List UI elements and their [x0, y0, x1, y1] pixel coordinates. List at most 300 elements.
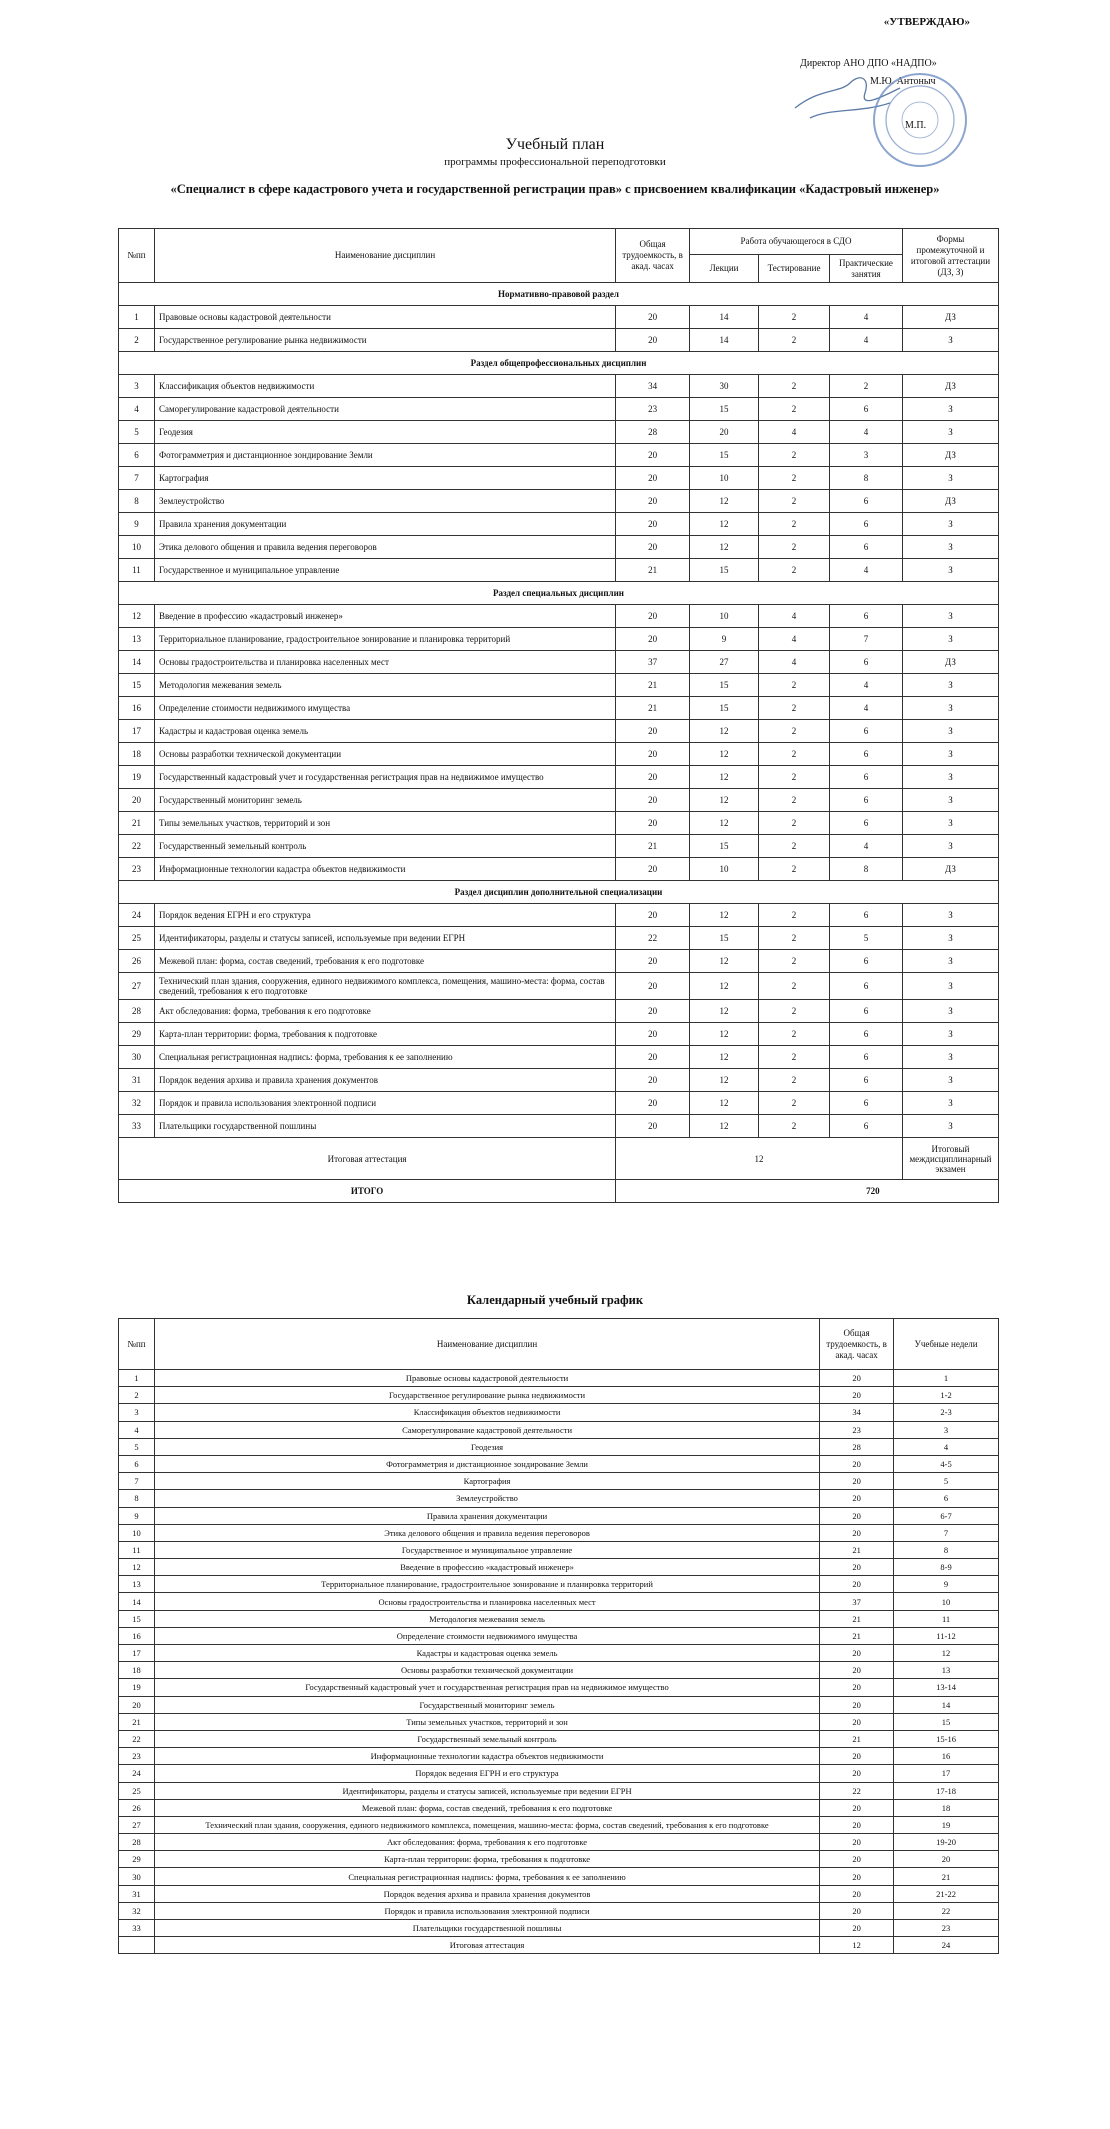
cell-total: 20 — [820, 1559, 894, 1576]
cell-lectures: 12 — [690, 812, 759, 835]
cell-discipline: Определение стоимости недвижимого имущества — [154, 697, 615, 720]
cell-num — [119, 1937, 155, 1954]
cell-lectures: 15 — [690, 559, 759, 582]
cell-total: 20 — [616, 1046, 690, 1069]
cell-practice: 6 — [829, 1046, 902, 1069]
cell-total: 20 — [820, 1679, 894, 1696]
cell-lectures: 15 — [690, 697, 759, 720]
cell-discipline: Карта-план территории: форма, требования к подготовке — [154, 1023, 615, 1046]
cell-discipline: Государственное и муниципальное управление — [154, 1541, 819, 1558]
cell-testing: 2 — [759, 1069, 830, 1092]
cell-form: З — [902, 927, 998, 950]
cell-practice: 6 — [829, 398, 902, 421]
table-row — [119, 950, 999, 973]
cell-num: 30 — [119, 1868, 155, 1885]
cell-weeks: 14 — [894, 1696, 999, 1713]
cal-col-num: №пп — [119, 1319, 155, 1370]
cell-form: З — [902, 1000, 998, 1023]
cell-form: З — [902, 904, 998, 927]
cell-discipline: Государственный мониторинг земель — [154, 789, 615, 812]
cell-total: 37 — [616, 651, 690, 674]
cell-testing: 2 — [759, 1092, 830, 1115]
mp-label: М.П. — [905, 120, 927, 131]
cal-col-name: Наименование дисциплин — [154, 1319, 819, 1370]
cell-discipline: Порядок и правила использования электронной подписи — [154, 1092, 615, 1115]
cell-total: 20 — [616, 720, 690, 743]
cell-discipline: Плательщики государственной пошлины — [154, 1920, 819, 1937]
cell-form: ДЗ — [902, 490, 998, 513]
cell-weeks: 4-5 — [894, 1455, 999, 1472]
cell-practice: 4 — [829, 329, 902, 352]
table-row — [119, 490, 999, 513]
cell-total: 23 — [616, 398, 690, 421]
cell-num: 5 — [119, 421, 155, 444]
cell-form: З — [902, 835, 998, 858]
cell-total: 28 — [820, 1438, 894, 1455]
approval-header — [760, 16, 1090, 28]
cell-total: 20 — [820, 1490, 894, 1507]
cell-num: 29 — [119, 1023, 155, 1046]
cell-discipline: Информационные технологии кадастра объектов недвижимости — [154, 858, 615, 881]
cell-num: 20 — [119, 1696, 155, 1713]
table-row — [119, 1713, 999, 1730]
cell-lectures: 15 — [690, 398, 759, 421]
cell-total: 20 — [616, 1069, 690, 1092]
cell-total: 20 — [616, 950, 690, 973]
cell-practice: 6 — [829, 720, 902, 743]
cell-form: З — [902, 628, 998, 651]
cell-num: 31 — [119, 1069, 155, 1092]
cell-practice: 6 — [829, 812, 902, 835]
cell-num: 10 — [119, 536, 155, 559]
cell-discipline: Порядок ведения ЕГРН и его структура — [154, 1765, 819, 1782]
cell-total: 22 — [820, 1782, 894, 1799]
cell-weeks: 12 — [894, 1645, 999, 1662]
table-row — [119, 1662, 999, 1679]
cell-form: З — [902, 536, 998, 559]
table-row — [119, 651, 999, 674]
col-num: №пп — [119, 229, 155, 283]
cell-weeks: 21-22 — [894, 1885, 999, 1902]
cell-weeks: 24 — [894, 1937, 999, 1954]
table-row — [119, 1645, 999, 1662]
table-row — [119, 467, 999, 490]
table-row — [119, 1404, 999, 1421]
table-row — [119, 973, 999, 1000]
cell-testing: 2 — [759, 766, 830, 789]
cell-total: 20 — [820, 1920, 894, 1937]
table-row — [119, 720, 999, 743]
cell-num: 28 — [119, 1000, 155, 1023]
final-attestation-form: Итоговый междисциплинарный экзамен — [902, 1138, 998, 1180]
cell-lectures: 12 — [690, 1046, 759, 1069]
cell-total: 20 — [820, 1834, 894, 1851]
cell-num: 13 — [119, 1576, 155, 1593]
table-row — [119, 1115, 999, 1138]
cell-weeks: 4 — [894, 1438, 999, 1455]
cell-total: 20 — [616, 766, 690, 789]
cell-weeks: 10 — [894, 1593, 999, 1610]
cell-total: 20 — [820, 1662, 894, 1679]
cell-weeks: 11-12 — [894, 1627, 999, 1644]
cell-discipline: Государственный мониторинг земель — [154, 1696, 819, 1713]
cell-total: 20 — [820, 1696, 894, 1713]
cell-discipline: Геодезия — [154, 1438, 819, 1455]
cell-discipline: Порядок ведения архива и правила хранения документов — [154, 1885, 819, 1902]
cell-practice: 2 — [829, 375, 902, 398]
cell-lectures: 15 — [690, 444, 759, 467]
cell-discipline: Методология межевания земель — [154, 674, 615, 697]
cell-num: 32 — [119, 1902, 155, 1919]
cell-num: 25 — [119, 1782, 155, 1799]
cell-testing: 2 — [759, 904, 830, 927]
cell-discipline: Саморегулирование кадастровой деятельности — [154, 1421, 819, 1438]
plan-subtitle: программы профессиональной переподготовки — [444, 156, 666, 168]
cell-discipline: Акт обследования: форма, требования к его подготовке — [154, 1000, 615, 1023]
cell-total: 20 — [616, 513, 690, 536]
cell-discipline: Фотограмметрия и дистанционное зондирование Земли — [154, 444, 615, 467]
cell-num: 4 — [119, 1421, 155, 1438]
cell-total: 20 — [616, 628, 690, 651]
cell-num: 27 — [119, 973, 155, 1000]
cell-form: З — [902, 789, 998, 812]
cell-discipline: Классификация объектов недвижимости — [154, 1404, 819, 1421]
cell-testing: 2 — [759, 306, 830, 329]
cell-weeks: 11 — [894, 1610, 999, 1627]
cell-form: З — [902, 1069, 998, 1092]
curriculum-table — [118, 228, 999, 1203]
cell-total: 20 — [820, 1524, 894, 1541]
cell-lectures: 12 — [690, 490, 759, 513]
cell-practice: 6 — [829, 490, 902, 513]
col-practice: Практические занятия — [829, 255, 902, 283]
cell-testing: 2 — [759, 398, 830, 421]
cell-form: З — [902, 973, 998, 1000]
cell-total: 20 — [616, 444, 690, 467]
cell-lectures: 15 — [690, 835, 759, 858]
cell-num: 9 — [119, 1507, 155, 1524]
table-row — [119, 1000, 999, 1023]
cell-num: 7 — [119, 467, 155, 490]
cell-total: 20 — [820, 1748, 894, 1765]
cell-num: 30 — [119, 1046, 155, 1069]
cell-lectures: 12 — [690, 1092, 759, 1115]
table-row — [119, 1490, 999, 1507]
table-row — [119, 306, 999, 329]
cell-testing: 2 — [759, 1046, 830, 1069]
cell-total: 20 — [616, 306, 690, 329]
cell-testing: 2 — [759, 375, 830, 398]
table-row — [119, 1902, 999, 1919]
cell-num: 17 — [119, 1645, 155, 1662]
cell-total: 20 — [616, 605, 690, 628]
cell-discipline: Итоговая аттестация — [154, 1937, 819, 1954]
table-row — [119, 812, 999, 835]
cell-weeks: 6 — [894, 1490, 999, 1507]
cell-num: 11 — [119, 559, 155, 582]
cell-weeks: 23 — [894, 1920, 999, 1937]
cell-weeks: 16 — [894, 1748, 999, 1765]
cell-practice: 4 — [829, 835, 902, 858]
table-row — [119, 1748, 999, 1765]
cell-lectures: 12 — [690, 743, 759, 766]
cell-num: 3 — [119, 375, 155, 398]
table-row — [119, 421, 999, 444]
cell-discipline: Основы градостроительства и планировка населенных мест — [154, 651, 615, 674]
final-attestation-label: Итоговая аттестация — [119, 1138, 616, 1180]
table-row — [119, 904, 999, 927]
cell-discipline: Землеустройство — [154, 490, 615, 513]
cell-discipline: Фотограмметрия и дистанционное зондирование Земли — [154, 1455, 819, 1472]
table-row — [119, 835, 999, 858]
cell-total: 20 — [820, 1473, 894, 1490]
cell-lectures: 30 — [690, 375, 759, 398]
table-row — [119, 628, 999, 651]
cell-num: 9 — [119, 513, 155, 536]
table-row — [119, 1782, 999, 1799]
cell-testing: 2 — [759, 789, 830, 812]
cell-discipline: Государственный земельный контроль — [154, 835, 615, 858]
cell-weeks: 8 — [894, 1541, 999, 1558]
cell-weeks: 7 — [894, 1524, 999, 1541]
table-row — [119, 1885, 999, 1902]
cell-form: З — [902, 1115, 998, 1138]
cell-practice: 3 — [829, 444, 902, 467]
cell-total: 20 — [820, 1851, 894, 1868]
cell-num: 22 — [119, 835, 155, 858]
cal-col-total: Общая трудоемкость, в акад. часах — [820, 1319, 894, 1370]
cell-total: 20 — [616, 329, 690, 352]
cell-discipline: Государственный земельный контроль — [154, 1730, 819, 1747]
cell-practice: 6 — [829, 605, 902, 628]
cell-discipline: Определение стоимости недвижимого имущества — [154, 1627, 819, 1644]
cell-num: 28 — [119, 1834, 155, 1851]
cell-testing: 2 — [759, 1000, 830, 1023]
cell-lectures: 20 — [690, 421, 759, 444]
cell-practice: 6 — [829, 1092, 902, 1115]
cell-total: 20 — [616, 467, 690, 490]
cell-discipline: Идентификаторы, разделы и статусы записей, используемые при ведении ЕГРН — [154, 1782, 819, 1799]
cell-discipline: Саморегулирование кадастровой деятельности — [154, 398, 615, 421]
cell-total: 34 — [820, 1404, 894, 1421]
cell-testing: 4 — [759, 651, 830, 674]
cell-discipline: Основы разработки технической документации — [154, 743, 615, 766]
cell-total: 12 — [820, 1937, 894, 1954]
cell-num: 25 — [119, 927, 155, 950]
cell-total: 20 — [820, 1387, 894, 1404]
cell-total: 20 — [820, 1645, 894, 1662]
cell-num: 6 — [119, 444, 155, 467]
cell-total: 37 — [820, 1593, 894, 1610]
cell-weeks: 19 — [894, 1816, 999, 1833]
cell-discipline: Специальная регистрационная надпись: форма, требования к ее заполнению — [154, 1868, 819, 1885]
section-title: Раздел специальных дисциплин — [119, 582, 999, 605]
cell-total: 20 — [820, 1370, 894, 1387]
cell-practice: 8 — [829, 467, 902, 490]
table-row — [119, 1868, 999, 1885]
cell-total: 20 — [616, 1000, 690, 1023]
cell-practice: 4 — [829, 674, 902, 697]
table-row — [119, 1730, 999, 1747]
cell-testing: 2 — [759, 927, 830, 950]
calendar-table — [118, 1318, 999, 1954]
cell-form: ДЗ — [902, 858, 998, 881]
cell-num: 22 — [119, 1730, 155, 1747]
cell-form: З — [902, 398, 998, 421]
cell-lectures: 10 — [690, 467, 759, 490]
cell-num: 15 — [119, 674, 155, 697]
cell-form: З — [902, 513, 998, 536]
cell-num: 21 — [119, 1713, 155, 1730]
cell-num: 5 — [119, 1438, 155, 1455]
cell-total: 20 — [820, 1765, 894, 1782]
cell-form: З — [902, 1046, 998, 1069]
cell-discipline: Карта-план территории: форма, требования к подготовке — [154, 1851, 819, 1868]
table-row — [119, 559, 999, 582]
section-title: Раздел дисциплин дополнительной специализации — [119, 881, 999, 904]
cell-total: 20 — [616, 1023, 690, 1046]
cell-form: ДЗ — [902, 651, 998, 674]
cell-total: 21 — [616, 559, 690, 582]
cell-num: 12 — [119, 605, 155, 628]
total-label: ИТОГО — [119, 1180, 616, 1203]
cell-total: 21 — [820, 1730, 894, 1747]
cell-total: 20 — [616, 490, 690, 513]
table-row — [119, 789, 999, 812]
cell-weeks: 13 — [894, 1662, 999, 1679]
cell-practice: 6 — [829, 766, 902, 789]
col-lectures: Лекции — [690, 255, 759, 283]
curriculum-body — [119, 283, 999, 1138]
cell-num: 17 — [119, 720, 155, 743]
cell-testing: 2 — [759, 743, 830, 766]
table-row — [119, 1092, 999, 1115]
cell-total: 20 — [820, 1885, 894, 1902]
table-row — [119, 1610, 999, 1627]
cell-num: 12 — [119, 1559, 155, 1576]
table-row — [119, 1421, 999, 1438]
cell-total: 20 — [616, 904, 690, 927]
table-row — [119, 1559, 999, 1576]
cell-form: З — [902, 743, 998, 766]
director-title: Директор АНО ДПО «НАДПО» — [800, 58, 937, 69]
cell-weeks: 5 — [894, 1473, 999, 1490]
cell-practice: 6 — [829, 536, 902, 559]
cell-num: 33 — [119, 1920, 155, 1937]
cell-total: 20 — [616, 973, 690, 1000]
table-row — [119, 1524, 999, 1541]
cell-num: 27 — [119, 1816, 155, 1833]
cell-discipline: Порядок и правила использования электронной подписи — [154, 1902, 819, 1919]
cell-testing: 2 — [759, 559, 830, 582]
cell-practice: 6 — [829, 973, 902, 1000]
cell-discipline: Правовые основы кадастровой деятельности — [154, 306, 615, 329]
table-row — [119, 513, 999, 536]
cell-testing: 2 — [759, 536, 830, 559]
cell-testing: 2 — [759, 444, 830, 467]
cell-discipline: Государственное регулирование рынка недвижимости — [154, 329, 615, 352]
cell-num: 32 — [119, 1092, 155, 1115]
cell-lectures: 12 — [690, 950, 759, 973]
cell-num: 4 — [119, 398, 155, 421]
cell-weeks: 1-2 — [894, 1387, 999, 1404]
cell-lectures: 10 — [690, 858, 759, 881]
cell-num: 7 — [119, 1473, 155, 1490]
cell-num: 18 — [119, 1662, 155, 1679]
cell-total: 34 — [616, 375, 690, 398]
cell-practice: 5 — [829, 927, 902, 950]
cell-testing: 2 — [759, 697, 830, 720]
cell-total: 20 — [820, 1576, 894, 1593]
cell-practice: 7 — [829, 628, 902, 651]
cell-lectures: 12 — [690, 1115, 759, 1138]
cell-weeks: 2-3 — [894, 1404, 999, 1421]
cell-discipline: Идентификаторы, разделы и статусы записей, используемые при ведении ЕГРН — [154, 927, 615, 950]
cell-discipline: Кадастры и кадастровая оценка земель — [154, 720, 615, 743]
cell-total: 20 — [820, 1816, 894, 1833]
cell-num: 2 — [119, 329, 155, 352]
cell-testing: 2 — [759, 490, 830, 513]
table-row — [119, 1438, 999, 1455]
cell-practice: 4 — [829, 559, 902, 582]
cell-weeks: 20 — [894, 1851, 999, 1868]
table-row — [119, 674, 999, 697]
cell-practice: 6 — [829, 950, 902, 973]
col-name: Наименование дисциплин — [154, 229, 615, 283]
cell-discipline: Картография — [154, 467, 615, 490]
cell-weeks: 8-9 — [894, 1559, 999, 1576]
cell-lectures: 12 — [690, 789, 759, 812]
cell-discipline: Методология межевания земель — [154, 1610, 819, 1627]
cell-num: 10 — [119, 1524, 155, 1541]
cell-num: 18 — [119, 743, 155, 766]
cell-total: 22 — [616, 927, 690, 950]
cell-testing: 2 — [759, 858, 830, 881]
table-row — [119, 398, 999, 421]
table-row — [119, 1576, 999, 1593]
table-row — [119, 1046, 999, 1069]
cell-total: 20 — [820, 1507, 894, 1524]
cell-weeks: 22 — [894, 1902, 999, 1919]
cell-discipline: Межевой план: форма, состав сведений, требования к его подготовке — [154, 1799, 819, 1816]
cell-total: 20 — [616, 743, 690, 766]
table-row — [119, 927, 999, 950]
col-forms: Формы промежуточной и итоговой аттестации (ДЗ, З) — [902, 229, 998, 283]
cell-lectures: 14 — [690, 329, 759, 352]
table-row — [119, 1023, 999, 1046]
cell-num: 19 — [119, 1679, 155, 1696]
table-row — [119, 375, 999, 398]
cell-discipline: Специальная регистрационная надпись: форма, требования к ее заполнению — [154, 1046, 615, 1069]
final-attestation-hours: 12 — [616, 1138, 903, 1180]
cell-practice: 6 — [829, 789, 902, 812]
cell-form: ДЗ — [902, 375, 998, 398]
cell-discipline: Правовые основы кадастровой деятельности — [154, 1370, 819, 1387]
cell-discipline: Государственный кадастровый учет и государственная регистрация прав на недвижимое имущество — [154, 766, 615, 789]
cell-lectures: 15 — [690, 674, 759, 697]
cell-lectures: 15 — [690, 927, 759, 950]
plan-title-block — [0, 136, 1110, 197]
table-row — [119, 444, 999, 467]
cell-discipline: Государственное и муниципальное управление — [154, 559, 615, 582]
cell-num: 1 — [119, 1370, 155, 1387]
cell-num: 29 — [119, 1851, 155, 1868]
cell-num: 6 — [119, 1455, 155, 1472]
cell-discipline: Классификация объектов недвижимости — [154, 375, 615, 398]
cell-lectures: 12 — [690, 513, 759, 536]
table-row — [119, 1593, 999, 1610]
cell-num: 19 — [119, 766, 155, 789]
